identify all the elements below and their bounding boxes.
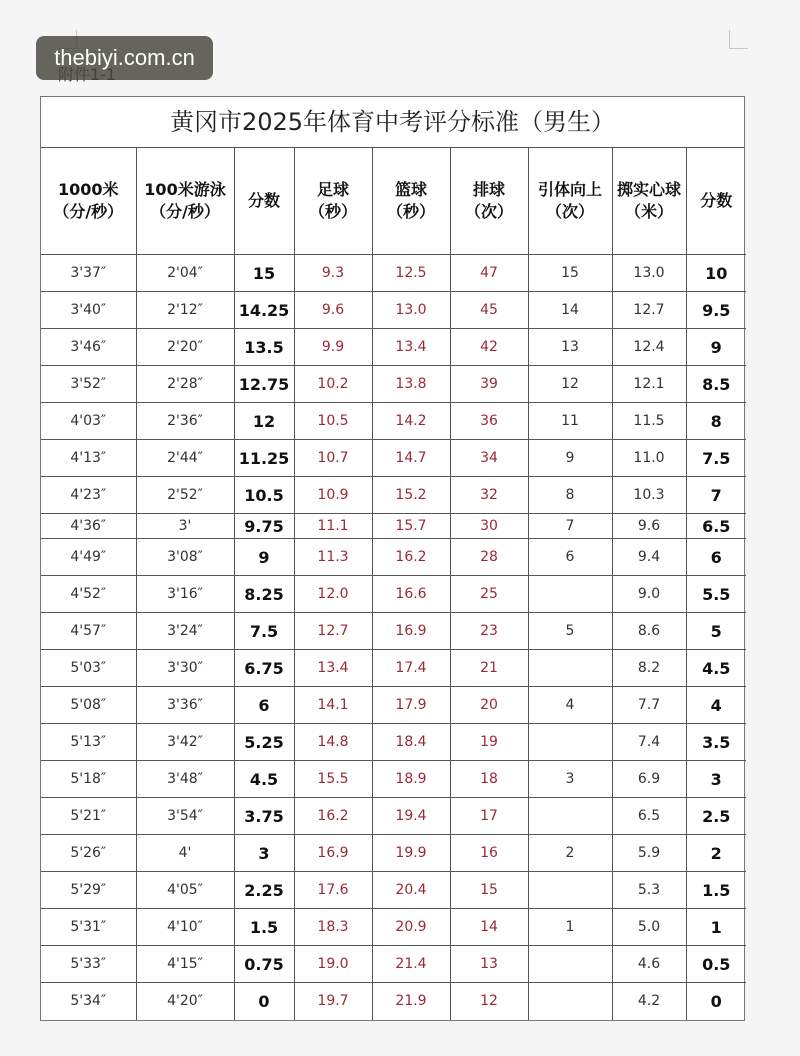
cell-100m-swim: 2'44″ <box>136 440 234 477</box>
cell-shot-ball: 11.0 <box>612 440 686 477</box>
cell-volleyball: 16 <box>450 835 528 872</box>
table-row <box>41 477 746 514</box>
cell-score-left: 3.75 <box>234 798 294 835</box>
table-row <box>41 946 746 983</box>
cell-1000m: 4'52″ <box>41 576 136 613</box>
cell-volleyball: 36 <box>450 403 528 440</box>
cell-shot-ball: 4.6 <box>612 946 686 983</box>
cell-1000m: 5'26″ <box>41 835 136 872</box>
cell-pullups: 7 <box>528 514 612 539</box>
cell-100m-swim: 3'30″ <box>136 650 234 687</box>
cell-100m-swim: 2'28″ <box>136 366 234 403</box>
cell-pullups <box>528 798 612 835</box>
cell-pullups <box>528 724 612 761</box>
cell-1000m: 3'46″ <box>41 329 136 366</box>
page-title: 黄冈市2025年体育中考评分标准（男生） <box>41 97 744 148</box>
cell-shot-ball: 5.0 <box>612 909 686 946</box>
cell-volleyball: 12 <box>450 983 528 1020</box>
cell-football: 19.0 <box>294 946 372 983</box>
cell-volleyball: 20 <box>450 687 528 724</box>
cell-volleyball: 14 <box>450 909 528 946</box>
cell-pullups: 4 <box>528 687 612 724</box>
cell-score-right: 10 <box>686 255 746 292</box>
cell-score-left: 1.5 <box>234 909 294 946</box>
cell-basketball: 13.4 <box>372 329 450 366</box>
cell-basketball: 14.7 <box>372 440 450 477</box>
cell-100m-swim: 3'24″ <box>136 613 234 650</box>
cell-1000m: 5'29″ <box>41 872 136 909</box>
cell-1000m: 5'18″ <box>41 761 136 798</box>
cell-pullups: 14 <box>528 292 612 329</box>
cell-basketball: 16.9 <box>372 613 450 650</box>
crop-mark-right <box>729 30 748 49</box>
cell-1000m: 5'31″ <box>41 909 136 946</box>
cell-1000m: 5'13″ <box>41 724 136 761</box>
cell-score-left: 2.25 <box>234 872 294 909</box>
cell-volleyball: 18 <box>450 761 528 798</box>
cell-score-right: 4.5 <box>686 650 746 687</box>
cell-volleyball: 13 <box>450 946 528 983</box>
table-row <box>41 909 746 946</box>
table-row <box>41 514 746 539</box>
cell-100m-swim: 2'04″ <box>136 255 234 292</box>
cell-1000m: 3'52″ <box>41 366 136 403</box>
cell-score-left: 7.5 <box>234 613 294 650</box>
cell-pullups: 1 <box>528 909 612 946</box>
cell-football: 11.3 <box>294 539 372 576</box>
cell-score-right: 5.5 <box>686 576 746 613</box>
cell-shot-ball: 5.3 <box>612 872 686 909</box>
cell-basketball: 17.4 <box>372 650 450 687</box>
table-row <box>41 798 746 835</box>
cell-volleyball: 42 <box>450 329 528 366</box>
cell-basketball: 13.8 <box>372 366 450 403</box>
cell-1000m: 5'08″ <box>41 687 136 724</box>
cell-pullups: 11 <box>528 403 612 440</box>
watermark: thebiyi.com.cn <box>36 36 213 80</box>
table-header-row <box>41 148 746 255</box>
table-row <box>41 440 746 477</box>
cell-volleyball: 47 <box>450 255 528 292</box>
cell-shot-ball: 9.0 <box>612 576 686 613</box>
cell-football: 12.0 <box>294 576 372 613</box>
cell-basketball: 18.4 <box>372 724 450 761</box>
cell-score-left: 0 <box>234 983 294 1020</box>
cell-score-left: 9.75 <box>234 514 294 539</box>
cell-pullups: 5 <box>528 613 612 650</box>
cell-basketball: 16.6 <box>372 576 450 613</box>
cell-score-right: 3 <box>686 761 746 798</box>
cell-football: 13.4 <box>294 650 372 687</box>
cell-100m-swim: 4'05″ <box>136 872 234 909</box>
cell-score-right: 2 <box>686 835 746 872</box>
cell-volleyball: 21 <box>450 650 528 687</box>
cell-score-right: 1.5 <box>686 872 746 909</box>
table-row <box>41 650 746 687</box>
cell-score-left: 9 <box>234 539 294 576</box>
cell-1000m: 4'57″ <box>41 613 136 650</box>
cell-shot-ball: 4.2 <box>612 983 686 1020</box>
table-row <box>41 872 746 909</box>
cell-basketball: 13.0 <box>372 292 450 329</box>
cell-score-right: 2.5 <box>686 798 746 835</box>
cell-100m-swim: 3'16″ <box>136 576 234 613</box>
cell-basketball: 12.5 <box>372 255 450 292</box>
cell-score-right: 1 <box>686 909 746 946</box>
cell-score-left: 8.25 <box>234 576 294 613</box>
cell-basketball: 19.9 <box>372 835 450 872</box>
header-100m-swim: 100米游泳（分/秒） <box>136 148 234 255</box>
score-table <box>41 148 746 1020</box>
header-football: 足球 （秒） <box>294 148 372 255</box>
cell-score-right: 3.5 <box>686 724 746 761</box>
cell-100m-swim: 4'10″ <box>136 909 234 946</box>
cell-football: 18.3 <box>294 909 372 946</box>
cell-score-left: 0.75 <box>234 946 294 983</box>
cell-football: 10.5 <box>294 403 372 440</box>
cell-volleyball: 17 <box>450 798 528 835</box>
cell-pullups: 6 <box>528 539 612 576</box>
header-1000m: 1000米 （分/秒） <box>41 148 136 255</box>
cell-100m-swim: 2'36″ <box>136 403 234 440</box>
table-row <box>41 292 746 329</box>
cell-score-right: 0 <box>686 983 746 1020</box>
cell-score-right: 7.5 <box>686 440 746 477</box>
cell-100m-swim: 4'20″ <box>136 983 234 1020</box>
cell-shot-ball: 9.6 <box>612 514 686 539</box>
cell-football: 9.6 <box>294 292 372 329</box>
cell-100m-swim: 3'48″ <box>136 761 234 798</box>
cell-football: 16.2 <box>294 798 372 835</box>
cell-volleyball: 28 <box>450 539 528 576</box>
header-shot-ball: 掷实心球（米） <box>612 148 686 255</box>
cell-100m-swim: 3'36″ <box>136 687 234 724</box>
cell-volleyball: 32 <box>450 477 528 514</box>
cell-score-left: 6 <box>234 687 294 724</box>
cell-basketball: 14.2 <box>372 403 450 440</box>
cell-basketball: 17.9 <box>372 687 450 724</box>
cell-shot-ball: 12.1 <box>612 366 686 403</box>
cell-football: 17.6 <box>294 872 372 909</box>
cell-basketball: 15.2 <box>372 477 450 514</box>
cell-volleyball: 25 <box>450 576 528 613</box>
cell-pullups <box>528 946 612 983</box>
cell-100m-swim: 3' <box>136 514 234 539</box>
cell-basketball: 16.2 <box>372 539 450 576</box>
cell-score-left: 14.25 <box>234 292 294 329</box>
cell-football: 9.9 <box>294 329 372 366</box>
cell-football: 9.3 <box>294 255 372 292</box>
cell-shot-ball: 13.0 <box>612 255 686 292</box>
cell-basketball: 19.4 <box>372 798 450 835</box>
cell-shot-ball: 5.9 <box>612 835 686 872</box>
cell-score-right: 9.5 <box>686 292 746 329</box>
cell-volleyball: 19 <box>450 724 528 761</box>
table-row <box>41 576 746 613</box>
header-volleyball: 排球 （次） <box>450 148 528 255</box>
cell-volleyball: 39 <box>450 366 528 403</box>
cell-shot-ball: 8.6 <box>612 613 686 650</box>
cell-1000m: 5'33″ <box>41 946 136 983</box>
cell-1000m: 5'21″ <box>41 798 136 835</box>
table-row <box>41 329 746 366</box>
cell-score-left: 4.5 <box>234 761 294 798</box>
cell-pullups: 8 <box>528 477 612 514</box>
cell-pullups: 15 <box>528 255 612 292</box>
cell-volleyball: 34 <box>450 440 528 477</box>
cell-100m-swim: 2'20″ <box>136 329 234 366</box>
cell-shot-ball: 12.7 <box>612 292 686 329</box>
cell-1000m: 4'36″ <box>41 514 136 539</box>
table-row <box>41 403 746 440</box>
table-row <box>41 366 746 403</box>
cell-100m-swim: 4' <box>136 835 234 872</box>
cell-score-right: 8 <box>686 403 746 440</box>
cell-shot-ball: 6.5 <box>612 798 686 835</box>
cell-pullups: 3 <box>528 761 612 798</box>
cell-score-right: 9 <box>686 329 746 366</box>
cell-100m-swim: 2'52″ <box>136 477 234 514</box>
cell-shot-ball: 9.4 <box>612 539 686 576</box>
cell-score-left: 5.25 <box>234 724 294 761</box>
cell-basketball: 20.4 <box>372 872 450 909</box>
cell-100m-swim: 3'08″ <box>136 539 234 576</box>
cell-1000m: 5'03″ <box>41 650 136 687</box>
cell-1000m: 4'23″ <box>41 477 136 514</box>
cell-basketball: 21.4 <box>372 946 450 983</box>
cell-pullups: 13 <box>528 329 612 366</box>
table-row <box>41 687 746 724</box>
cell-score-left: 13.5 <box>234 329 294 366</box>
cell-volleyball: 30 <box>450 514 528 539</box>
cell-basketball: 15.7 <box>372 514 450 539</box>
table-row <box>41 724 746 761</box>
cell-1000m: 3'40″ <box>41 292 136 329</box>
cell-basketball: 18.9 <box>372 761 450 798</box>
cell-100m-swim: 3'54″ <box>136 798 234 835</box>
cell-score-left: 6.75 <box>234 650 294 687</box>
header-basketball: 篮球 （秒） <box>372 148 450 255</box>
cell-shot-ball: 7.7 <box>612 687 686 724</box>
cell-football: 14.1 <box>294 687 372 724</box>
cell-pullups <box>528 576 612 613</box>
cell-score-left: 12 <box>234 403 294 440</box>
cell-football: 10.9 <box>294 477 372 514</box>
cell-pullups <box>528 983 612 1020</box>
cell-pullups: 12 <box>528 366 612 403</box>
cell-shot-ball: 11.5 <box>612 403 686 440</box>
table-row <box>41 761 746 798</box>
cell-score-right: 7 <box>686 477 746 514</box>
table-row <box>41 255 746 292</box>
table-row <box>41 539 746 576</box>
cell-shot-ball: 12.4 <box>612 329 686 366</box>
table-row <box>41 983 746 1020</box>
cell-volleyball: 45 <box>450 292 528 329</box>
cell-shot-ball: 7.4 <box>612 724 686 761</box>
cell-basketball: 21.9 <box>372 983 450 1020</box>
cell-score-right: 6.5 <box>686 514 746 539</box>
cell-1000m: 3'37″ <box>41 255 136 292</box>
cell-football: 15.5 <box>294 761 372 798</box>
score-standard-sheet <box>40 96 745 1021</box>
cell-football: 10.7 <box>294 440 372 477</box>
cell-score-left: 12.75 <box>234 366 294 403</box>
cell-volleyball: 23 <box>450 613 528 650</box>
cell-score-left: 3 <box>234 835 294 872</box>
cell-pullups <box>528 650 612 687</box>
cell-basketball: 20.9 <box>372 909 450 946</box>
table-row <box>41 835 746 872</box>
cell-shot-ball: 10.3 <box>612 477 686 514</box>
cell-score-right: 8.5 <box>686 366 746 403</box>
cell-volleyball: 15 <box>450 872 528 909</box>
cell-1000m: 5'34″ <box>41 983 136 1020</box>
cell-score-right: 6 <box>686 539 746 576</box>
cell-football: 11.1 <box>294 514 372 539</box>
cell-100m-swim: 4'15″ <box>136 946 234 983</box>
cell-score-left: 11.25 <box>234 440 294 477</box>
cell-shot-ball: 8.2 <box>612 650 686 687</box>
cell-football: 10.2 <box>294 366 372 403</box>
table-body <box>41 255 746 1020</box>
cell-football: 12.7 <box>294 613 372 650</box>
cell-pullups: 2 <box>528 835 612 872</box>
cell-1000m: 4'49″ <box>41 539 136 576</box>
cell-score-right: 5 <box>686 613 746 650</box>
cell-1000m: 4'03″ <box>41 403 136 440</box>
cell-score-right: 4 <box>686 687 746 724</box>
cell-pullups <box>528 872 612 909</box>
table-row <box>41 613 746 650</box>
cell-score-left: 15 <box>234 255 294 292</box>
cell-100m-swim: 2'12″ <box>136 292 234 329</box>
cell-score-left: 10.5 <box>234 477 294 514</box>
cell-football: 16.9 <box>294 835 372 872</box>
cell-1000m: 4'13″ <box>41 440 136 477</box>
cell-football: 19.7 <box>294 983 372 1020</box>
cell-pullups: 9 <box>528 440 612 477</box>
header-score-right: 分数 <box>686 148 746 255</box>
cell-100m-swim: 3'42″ <box>136 724 234 761</box>
header-pullups: 引体向上（次） <box>528 148 612 255</box>
cell-score-right: 0.5 <box>686 946 746 983</box>
cell-shot-ball: 6.9 <box>612 761 686 798</box>
header-score-left: 分数 <box>234 148 294 255</box>
cell-football: 14.8 <box>294 724 372 761</box>
